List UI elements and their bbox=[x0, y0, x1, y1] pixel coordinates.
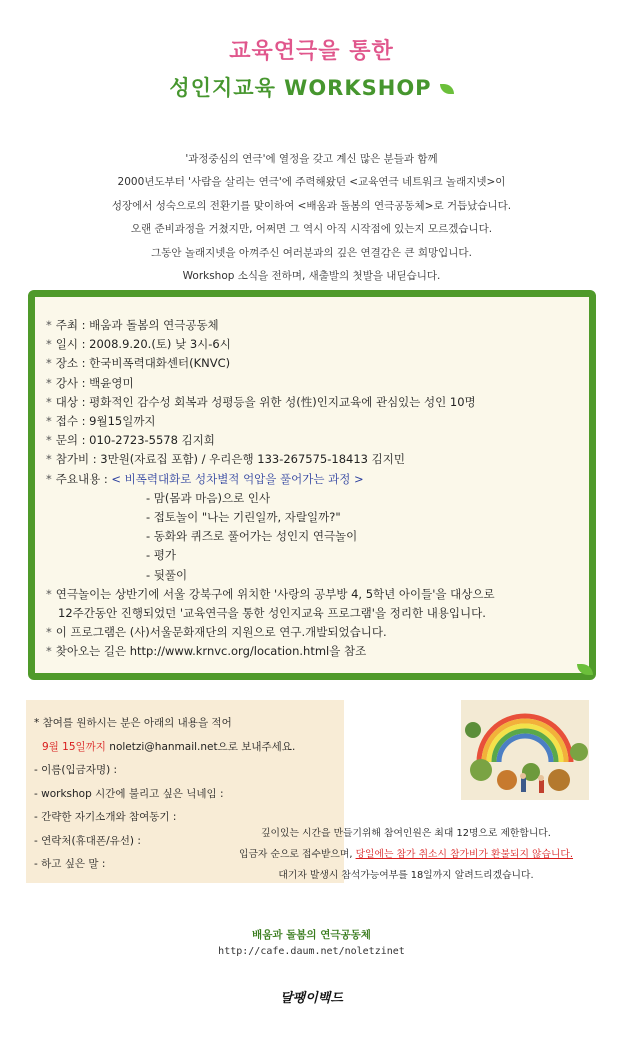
info-item: * 장소 : 한국비폭력대화센터(KNVC) bbox=[46, 356, 231, 371]
content-title: < 비폭력대화로 성차별적 억압을 풀어가는 과정 > bbox=[111, 471, 364, 486]
info-item: * 일시 : 2008.9.20.(토) 낮 3시-6시 bbox=[46, 337, 231, 352]
refund-warning: 당일에는 참가 취소시 참가비가 환불되지 않습니다. bbox=[355, 849, 573, 860]
note-3: * 찾아오는 길은 http://www.krnvc.org/location.html을 참조 bbox=[46, 644, 367, 659]
content-item: - 뒷풀이 bbox=[146, 567, 188, 582]
notice-line: 대기자 발생시 참석가능여부를 18일까지 알려드리겠습니다. bbox=[278, 870, 534, 881]
info-item: * 참가비 : 3만원(자료집 포함) / 우리은행 133-267575-18413 김지민 bbox=[46, 452, 405, 467]
title-line1: 교육연극을 통한 bbox=[229, 39, 394, 64]
rainbow-illustration bbox=[461, 700, 589, 800]
apply-field: - 연락처(휴대폰/유선) : bbox=[34, 834, 141, 847]
notice-line: 깊이있는 시간을 만들기위해 참여인원은 최대 12명으로 제한합니다. bbox=[261, 828, 551, 839]
content-item: - 맘(몸과 마음)으로 인사 bbox=[146, 490, 271, 505]
title-line2-text: 성인지교육 WORKSHOP bbox=[169, 76, 432, 100]
info-list bbox=[46, 316, 495, 662]
note-2: * 이 프로그램은 (사)서울문화재단의 지원으로 연구.개발되었습니다. bbox=[46, 625, 387, 640]
info-item: * 강사 : 백윤영미 bbox=[46, 375, 134, 390]
note-1-cont: 12주간동안 진행되었던 '교육연극을 통한 성인지교육 프로그램'을 정리한 내용입니다. bbox=[58, 606, 486, 621]
apply-deadline: 9월 15일까지 noletzi@hanmail.net으로 보내주세요. bbox=[42, 740, 296, 753]
info-item: * 대상 : 평화적인 감수성 회복과 성평등을 위한 성(性)인지교육에 관심있는 성인 10명 bbox=[46, 394, 476, 409]
footer-org: 배움과 돌봄의 연극공동체 bbox=[252, 929, 371, 941]
intro-line: 2000년도부터 '사람을 살리는 연극'에 주력해왔던 <교육연극 네트워크 놀래지넷>이 bbox=[117, 176, 506, 189]
signature: 달팽이백드 bbox=[280, 991, 343, 1006]
leaf-icon bbox=[440, 84, 454, 94]
apply-field: - 하고 싶은 말 : bbox=[34, 858, 106, 870]
apply-intro: * 참여를 원하시는 분은 아래의 내용을 적어 bbox=[34, 717, 232, 729]
content-item: - 동화와 퀴즈로 풀어가는 성인지 연극놀이 bbox=[146, 529, 358, 544]
apply-field: - 간략한 자기소개와 참여동기 : bbox=[34, 811, 177, 823]
note-1: * 연극놀이는 상반기에 서울 강북구에 위치한 '사랑의 공부방 4, 5학년 아이들'을 대상으로 bbox=[46, 586, 495, 601]
notice-line: 입금자 순으로 접수받으며, 당일에는 참가 취소시 참가비가 환불되지 않습니다. bbox=[239, 849, 573, 860]
intro-line: 오랜 준비과정을 거쳤지만, 어쩌면 그 역시 아직 시작점에 있는지 모르겠습니다. bbox=[130, 223, 493, 236]
info-item: * 문의 : 010-2723-5578 김지희 bbox=[46, 433, 215, 448]
intro-line: 그동안 놀래지넷을 아껴주신 여러분과의 깊은 연결감은 큰 희망입니다. bbox=[151, 246, 472, 259]
info-item: * 접수 : 9월15일까지 bbox=[46, 414, 156, 429]
notice bbox=[214, 823, 598, 886]
title-line2 bbox=[0, 72, 623, 102]
content-item: - 접토놀이 "나는 기린일까, 자랄일까?" bbox=[146, 510, 341, 525]
intro-line: '과정중심의 연극'에 열정을 갖고 계신 많은 분들과 함께 bbox=[185, 153, 438, 165]
intro-line: Workshop 소식을 전하며, 새출발의 첫발을 내딛습니다. bbox=[182, 270, 441, 283]
apply-field: - 이름(입금자명) : bbox=[34, 764, 118, 776]
info-item: * 주최 : 배움과 돌봄의 연극공동체 bbox=[46, 318, 219, 332]
intro-line: 성장에서 성숙으로의 전환기를 맞이하여 <배움과 돌봄의 연극공동체>로 거듭났습니다. bbox=[111, 199, 512, 212]
apply-field: - workshop 시간에 불리고 싶은 닉네임 : bbox=[34, 787, 224, 800]
apply-email: noletzi@hanmail.net으로 보내주세요. bbox=[105, 740, 296, 753]
content-heading: * 주요내용 : < 비폭력대화로 성차별적 억압을 풀어가는 과정 > bbox=[46, 471, 364, 486]
intro-text bbox=[0, 148, 623, 288]
footer-url-link[interactable]: http://cafe.daum.net/noletzinet bbox=[218, 946, 405, 957]
content-item: - 평가 bbox=[146, 548, 177, 563]
